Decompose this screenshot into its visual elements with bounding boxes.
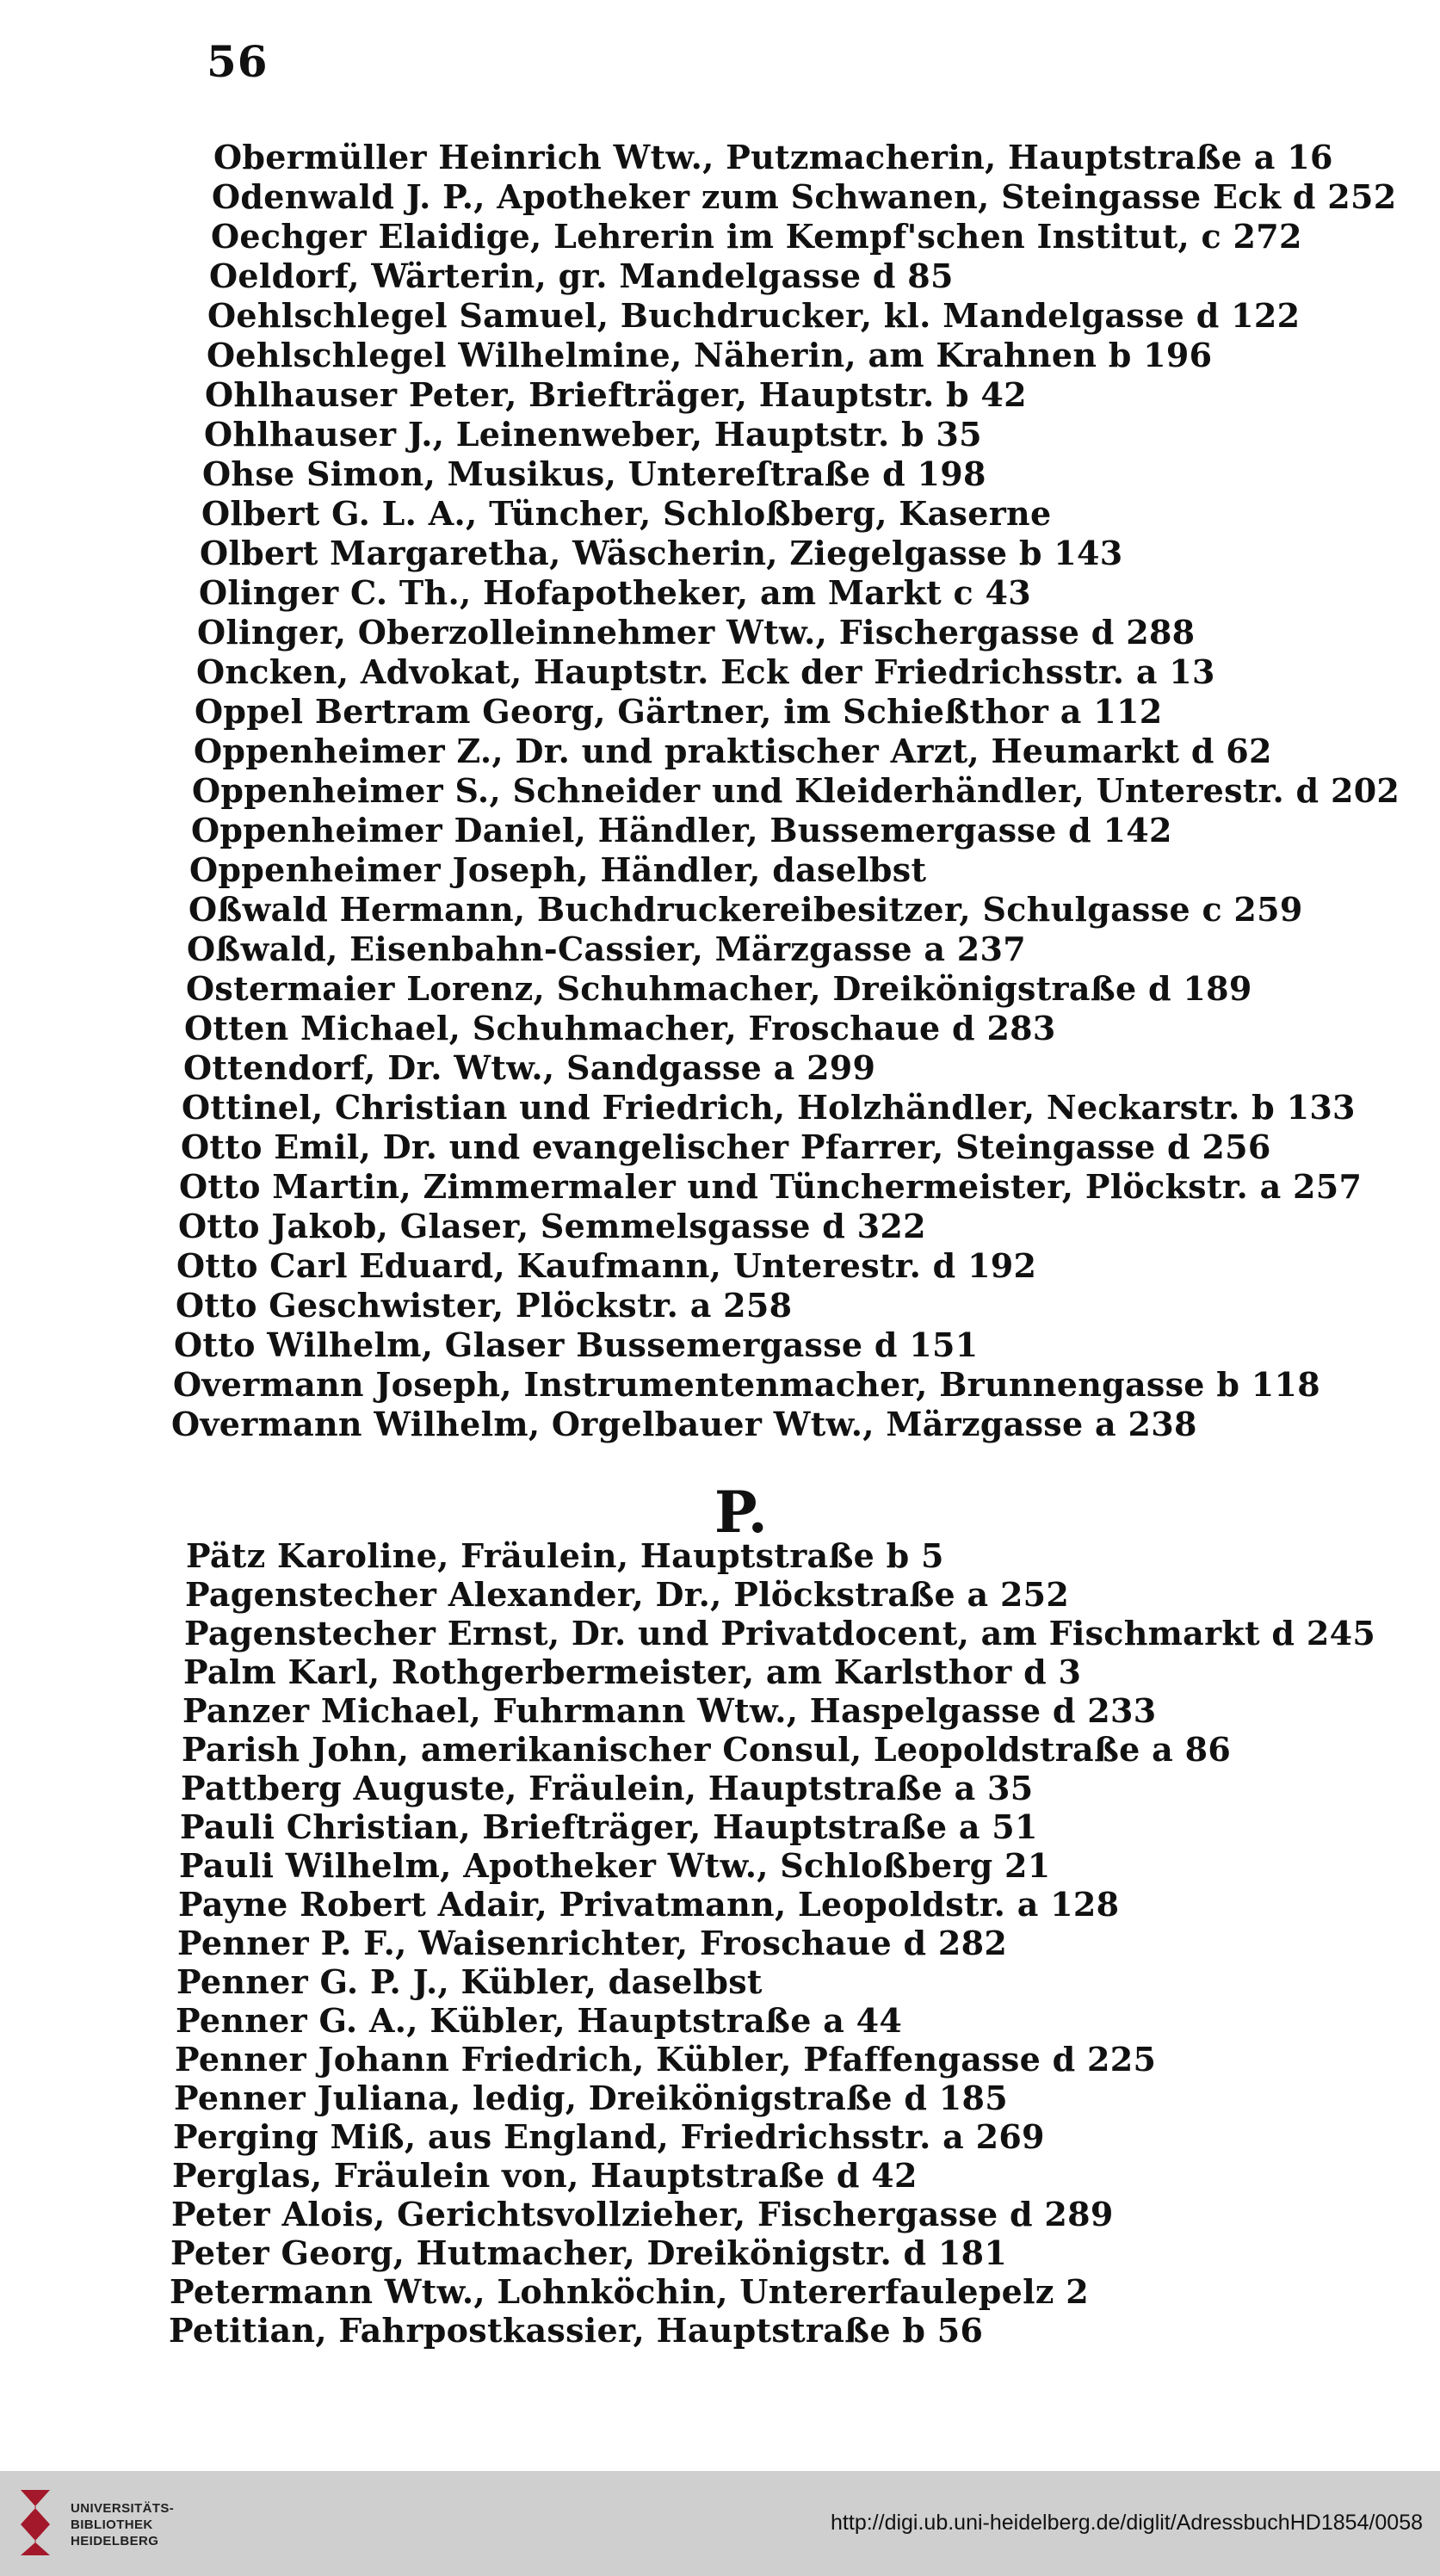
directory-entry: Overmann Joseph, Instrumentenmacher, Brunnengasse b 118 bbox=[173, 1365, 1320, 1404]
directory-entry: Oppenheimer Z., Dr. und praktischer Arzt, Heumarkt d 62 bbox=[194, 732, 1272, 770]
directory-entry: Oßwald, Eisenbahn-Cassier, Märzgasse a 237 bbox=[187, 930, 1027, 968]
directory-entry: Olbert G. L. A., Tüncher, Schloßberg, Kaserne bbox=[201, 494, 1052, 533]
directory-entry: Otto Wilhelm, Glaser Bussemergasse d 151 bbox=[174, 1325, 979, 1364]
directory-entry: Otto Jakob, Glaser, Semmelsgasse d 322 bbox=[178, 1207, 926, 1245]
directory-entry: Obermüller Heinrich Wtw., Putzmacherin, Hauptstraße a 16 bbox=[213, 138, 1333, 176]
page-number: 56 bbox=[207, 36, 269, 87]
directory-entry: Otto Emil, Dr. und evangelischer Pfarrer, Steingasse d 256 bbox=[181, 1127, 1271, 1166]
directory-entry: Ottinel, Christian und Friedrich, Holzhändler, Neckarstr. b 133 bbox=[182, 1088, 1356, 1127]
directory-entry: Payne Robert Adair, Privatmann, Leopoldstr. a 128 bbox=[178, 1885, 1120, 1924]
directory-entry: Olbert Margaretha, Wäscherin, Ziegelgasse b 143 bbox=[200, 534, 1123, 572]
directory-entry: Pauli Wilhelm, Apotheker Wtw., Schloßberg 21 bbox=[179, 1846, 1051, 1885]
directory-entry: Penner G. P. J., Kübler, daselbst bbox=[176, 1962, 763, 2001]
directory-entry: Otto Carl Eduard, Kaufmann, Unterestr. d 192 bbox=[176, 1246, 1037, 1285]
directory-entry: Pätz Karoline, Fräulein, Hauptstraße b 5 bbox=[186, 1536, 944, 1575]
directory-entry: Ohlhauser Peter, Briefträger, Hauptstr. b 42 bbox=[205, 375, 1027, 414]
directory-entry: Pauli Christian, Briefträger, Hauptstraße a 51 bbox=[180, 1807, 1038, 1846]
directory-entry: Pagenstecher Alexander, Dr., Plöckstraße a 252 bbox=[185, 1575, 1070, 1614]
directory-entry: Pagenstecher Ernst, Dr. und Privatdocent, am Fischmarkt d 245 bbox=[184, 1614, 1376, 1652]
directory-entry: Ohlhauser J., Leinenweber, Hauptstr. b 35 bbox=[204, 415, 982, 454]
directory-entry: Olinger, Oberzolleinnehmer Wtw., Fischergasse d 288 bbox=[197, 613, 1196, 652]
directory-entry: Oeldorf, Wärterin, gr. Mandelgasse d 85 bbox=[209, 256, 954, 295]
directory-entry: Oehlschlegel Wilhelmine, Näherin, am Krahnen b 196 bbox=[207, 336, 1213, 374]
directory-entry: Ottendorf, Dr. Wtw., Sandgasse a 299 bbox=[183, 1048, 876, 1087]
directory-entry: Otto Martin, Zimmermaler und Tünchermeister, Plöckstr. a 257 bbox=[179, 1167, 1363, 1206]
directory-entry: Penner G. A., Kübler, Hauptstraße a 44 bbox=[176, 2001, 903, 2040]
directory-entry: Petitian, Fahrpostkassier, Hauptstraße b 56 bbox=[169, 2311, 984, 2350]
directory-entry: Olinger C. Th., Hofapotheker, am Markt c 43 bbox=[199, 573, 1031, 612]
directory-entry: Peter Alois, Gerichtsvollzieher, Fischergasse d 289 bbox=[171, 2195, 1114, 2233]
directory-entry: Perging Miß, aus England, Friedrichsstr. a 269 bbox=[173, 2117, 1045, 2156]
directory-entry: Oechger Elaidige, Lehrerin im Kempf'schen Institut, c 272 bbox=[211, 217, 1302, 256]
directory-entry: Oehlschlegel Samuel, Buchdrucker, kl. Mandelgasse d 122 bbox=[207, 296, 1301, 335]
directory-entry: Oppel Bertram Georg, Gärtner, im Schießthor a 112 bbox=[195, 692, 1163, 731]
directory-entry: Oncken, Advokat, Hauptstr. Eck der Friedrichsstr. a 13 bbox=[196, 652, 1215, 691]
directory-entry: Penner P. F., Waisenrichter, Froschaue d 282 bbox=[177, 1924, 1008, 1962]
directory-entry: Panzer Michael, Fuhrmann Wtw., Haspelgasse d 233 bbox=[182, 1691, 1157, 1730]
directory-entry: Oppenheimer Joseph, Händler, daselbst bbox=[189, 850, 927, 889]
directory-entry: Pattberg Auguste, Fräulein, Hauptstraße a 35 bbox=[181, 1769, 1034, 1807]
directory-entry: Ostermaier Lorenz, Schuhmacher, Dreikönigstraße d 189 bbox=[186, 969, 1252, 1008]
logo-line: UNIVERSITÄTS- bbox=[71, 2501, 175, 2516]
section-heading: P. bbox=[714, 1479, 768, 1546]
library-logo-text bbox=[71, 2500, 174, 2549]
directory-entry: Oßwald Hermann, Buchdruckereibesitzer, Schulgasse c 259 bbox=[188, 890, 1303, 929]
source-url-link[interactable]: http://digi.ub.uni-heidelberg.de/diglit/AdressbuchHD1854/0058 bbox=[831, 2511, 1423, 2535]
university-library-logo-icon bbox=[15, 2486, 57, 2557]
directory-entry: Oppenheimer S., Schneider und Kleiderhändler, Unterestr. d 202 bbox=[192, 771, 1400, 810]
directory-entry: Perglas, Fräulein von, Hauptstraße d 42 bbox=[172, 2156, 918, 2195]
directory-entry: Ohse Simon, Musikus, Untereſtraße d 198 bbox=[202, 454, 986, 493]
directory-entry: Parish John, amerikanischer Consul, Leopoldstraße a 86 bbox=[182, 1730, 1232, 1769]
directory-entry: Petermann Wtw., Lohnköchin, Untererfaulepelz 2 bbox=[170, 2272, 1090, 2311]
directory-entry: Palm Karl, Rothgerbermeister, am Karlsthor d 3 bbox=[183, 1652, 1082, 1691]
directory-entry: Overmann Wilhelm, Orgelbauer Wtw., Märzgasse a 238 bbox=[171, 1405, 1197, 1443]
logo-line: HEIDELBERG bbox=[71, 2534, 159, 2548]
viewer-footer bbox=[0, 2471, 1440, 2576]
directory-entry: Penner Juliana, ledig, Dreikönigstraße d 185 bbox=[174, 2079, 1008, 2117]
directory-entry: Penner Johann Friedrich, Kübler, Pfaffengasse d 225 bbox=[175, 2040, 1157, 2079]
directory-entry: Peter Georg, Hutmacher, Dreikönigstr. d 181 bbox=[170, 2233, 1008, 2272]
directory-entry: Odenwald J. P., Apotheker zum Schwanen, Steingasse Eck d 252 bbox=[212, 177, 1397, 216]
directory-entry: Otto Geschwister, Plöckstr. a 258 bbox=[176, 1286, 793, 1325]
directory-entry: Oppenheimer Daniel, Händler, Bussemergasse d 142 bbox=[191, 811, 1172, 849]
directory-entry: Otten Michael, Schuhmacher, Froschaue d 283 bbox=[184, 1009, 1056, 1047]
logo-line: BIBLIOTHEK bbox=[71, 2517, 153, 2532]
